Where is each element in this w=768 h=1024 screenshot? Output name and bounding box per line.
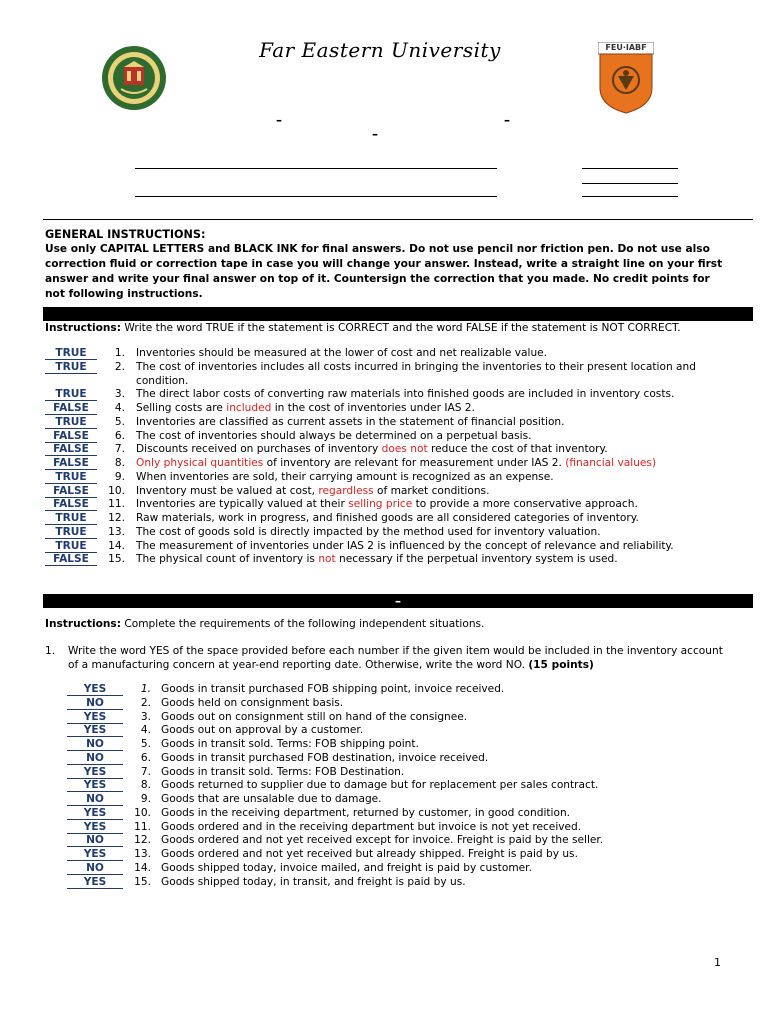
- item-number: 13.: [108, 526, 125, 538]
- answer-field[interactable]: FALSE: [45, 443, 97, 456]
- answer-field[interactable]: NO: [67, 752, 123, 765]
- answer-field[interactable]: TRUE: [45, 512, 97, 525]
- item-number: 5.: [140, 738, 151, 750]
- answer-field[interactable]: YES: [67, 848, 123, 861]
- true-false-item: [45, 512, 745, 526]
- yes-no-item: [67, 683, 727, 697]
- general-instructions-body: Use only CAPITAL LETTERS and BLACK INK for final answers. Do not use pencil nor friction pen. Do not use also correction fluid or correction tape in case you will change your answer. Instead, write a straight line on your first answer and write your final answer on top of it. Countersign the correction that you made. No credit points for not following instructions.: [45, 243, 723, 300]
- answer-field[interactable]: FALSE: [45, 457, 97, 470]
- highlighted-phrase: regardless: [318, 485, 374, 497]
- answer-field[interactable]: NO: [67, 862, 123, 875]
- answer-field[interactable]: YES: [67, 766, 123, 779]
- answer-field[interactable]: YES: [67, 807, 123, 820]
- answer-field[interactable]: TRUE: [45, 416, 97, 429]
- yes-no-item: [67, 876, 727, 890]
- item-number: 6.: [140, 752, 151, 764]
- item-description: Goods shipped today, invoice mailed, and freight is paid by customer.: [161, 862, 532, 874]
- answer-field[interactable]: NO: [67, 834, 123, 847]
- part2-header-text: –: [395, 594, 401, 608]
- requirement-number: 1.: [45, 645, 56, 657]
- score-line[interactable]: [582, 183, 678, 184]
- item-number: 2.: [114, 361, 125, 373]
- item-statement: [136, 498, 726, 512]
- statement-text: The physical count of inventory is: [136, 553, 319, 565]
- answer-field[interactable]: TRUE: [45, 388, 97, 401]
- item-statement: [136, 485, 726, 499]
- item-statement: [136, 388, 726, 402]
- answer-field[interactable]: YES: [67, 821, 123, 834]
- item-statement: [136, 457, 726, 471]
- item-statement: [136, 471, 726, 485]
- statement-text: in the cost of inventories under IAS 2.: [271, 402, 475, 414]
- part2-instructions-text: Complete the requirements of the following independent situations.: [120, 618, 485, 630]
- statement-text: Inventories are typically valued at their: [136, 498, 349, 510]
- item-number: 7.: [114, 443, 125, 455]
- item-number: 7.: [140, 766, 151, 778]
- item-description: Goods ordered and not yet received except for invoice. Freight is paid by the seller.: [161, 834, 604, 846]
- item-number: 15.: [134, 876, 151, 888]
- university-name: Far Eastern University: [259, 38, 501, 62]
- statement-text: The cost of goods sold is directly impacted by the method used for inventory valuation.: [136, 526, 601, 538]
- yes-no-item: [67, 807, 727, 821]
- answer-field[interactable]: YES: [67, 683, 123, 696]
- item-statement: [136, 526, 726, 540]
- statement-text: Inventories are classified as current assets in the statement of financial position.: [136, 416, 565, 428]
- statement-text: of market conditions.: [373, 485, 490, 497]
- answer-field[interactable]: NO: [67, 738, 123, 751]
- part1-instructions-label: Instructions:: [45, 322, 121, 334]
- item-number: 10.: [108, 485, 125, 497]
- requirement-text: [68, 644, 728, 672]
- page-number: 1: [714, 956, 721, 969]
- item-number: 4.: [140, 724, 151, 736]
- item-number: 15.: [108, 553, 125, 565]
- item-description: Goods in transit sold. Terms: FOB shipping point.: [161, 738, 419, 750]
- item-number: 1.: [114, 347, 125, 359]
- answer-field[interactable]: NO: [67, 697, 123, 710]
- true-false-item: [45, 553, 745, 567]
- true-false-item: [45, 443, 745, 457]
- item-statement: [136, 540, 726, 554]
- item-number: 6.: [114, 430, 125, 442]
- answer-field[interactable]: TRUE: [45, 526, 97, 539]
- item-number: 12.: [134, 834, 151, 846]
- requirement-points: (15 points): [528, 659, 594, 671]
- statement-text: Raw materials, work in progress, and finished goods are all considered categories of inventory.: [136, 512, 639, 524]
- title-dash: –: [504, 113, 510, 127]
- part1-instructions: [45, 321, 745, 335]
- statement-text: When inventories are sold, their carrying amount is recognized as an expense.: [136, 471, 554, 483]
- general-instructions: [45, 227, 730, 302]
- item-number: 12.: [108, 512, 125, 524]
- statement-text: reduce the cost of that inventory.: [427, 443, 608, 455]
- statement-text: The cost of inventories includes all costs incurred in bringing the inventories to their present location and condition.: [136, 361, 696, 387]
- highlighted-phrase: does not: [381, 443, 428, 455]
- yes-no-item: [67, 821, 727, 835]
- item-statement: [136, 512, 726, 526]
- true-false-item: [45, 430, 745, 444]
- item-statement: [136, 416, 726, 430]
- highlighted-phrase: selling price: [348, 498, 413, 510]
- item-number: 9.: [140, 793, 151, 805]
- part1-header-bar: [43, 307, 753, 321]
- name-line[interactable]: [135, 168, 497, 169]
- true-false-item: [45, 361, 745, 389]
- item-description: Goods in transit sold. Terms: FOB Destination.: [161, 766, 405, 778]
- true-false-item: [45, 471, 745, 485]
- true-false-item: [45, 416, 745, 430]
- true-false-item: [45, 526, 745, 540]
- yes-no-item: [67, 779, 727, 793]
- statement-text: Selling costs are: [136, 402, 227, 414]
- answer-field[interactable]: NO: [67, 793, 123, 806]
- answer-field[interactable]: TRUE: [45, 471, 97, 484]
- item-number: 1.: [140, 683, 151, 695]
- answer-field[interactable]: FALSE: [45, 485, 97, 498]
- score-line[interactable]: [582, 196, 678, 197]
- answer-field[interactable]: YES: [67, 711, 123, 724]
- highlighted-phrase: (financial values): [565, 457, 657, 469]
- feu-iabf-logo-icon: [598, 42, 654, 114]
- item-number: 8.: [140, 779, 151, 791]
- item-description: Goods out on approval by a customer.: [161, 724, 364, 736]
- item-number: 5.: [114, 416, 125, 428]
- item-number: 4.: [114, 402, 125, 414]
- yes-no-item: [67, 752, 727, 766]
- item-number: 14.: [134, 862, 151, 874]
- item-statement: [136, 443, 726, 457]
- item-number: 14.: [108, 540, 125, 552]
- statement-text: The cost of inventories should always be determined on a perpetual basis.: [136, 430, 532, 442]
- answer-field[interactable]: FALSE: [45, 498, 97, 511]
- statement-text: The measurement of inventories under IAS 2 is influenced by the concept of relevance and reliability.: [136, 540, 674, 552]
- answer-field[interactable]: YES: [67, 724, 123, 737]
- item-number: 11.: [134, 821, 151, 833]
- requirement-body: Write the word YES of the space provided before each number if the given item would be included in the inventory account of a manufacturing concern at year-end reporting date. Otherwise, write the word NO.: [68, 645, 723, 671]
- feu-iabf-logo-text: FEU·IABF: [605, 43, 647, 52]
- item-description: Goods in transit purchased FOB shipping point, invoice received.: [161, 683, 505, 695]
- item-number: 3.: [114, 388, 125, 400]
- answer-field[interactable]: TRUE: [45, 361, 97, 374]
- part2-instructions: [45, 617, 745, 631]
- answer-field[interactable]: YES: [67, 779, 123, 792]
- true-false-item: [45, 485, 745, 499]
- yes-no-item: [67, 834, 727, 848]
- part1-instructions-text: Write the word TRUE if the statement is CORRECT and the word FALSE if the statement is NOT CORRECT.: [120, 322, 681, 334]
- section-line[interactable]: [135, 196, 497, 197]
- answer-field[interactable]: TRUE: [45, 540, 97, 553]
- true-false-item: [45, 498, 745, 512]
- highlighted-phrase: not: [318, 553, 336, 565]
- statement-text: to provide a more conservative approach.: [412, 498, 638, 510]
- item-statement: [136, 553, 726, 567]
- yes-no-item: [67, 738, 727, 752]
- highlighted-phrase: Only physical quantities: [136, 457, 264, 469]
- item-number: 8.: [114, 457, 125, 469]
- item-description: Goods ordered and in the receiving department but invoice is not yet received.: [161, 821, 582, 833]
- item-description: Goods ordered and not yet received but already shipped. Freight is paid by us.: [161, 848, 578, 860]
- yes-no-item: [67, 697, 727, 711]
- item-description: Goods shipped today, in transit, and freight is paid by us.: [161, 876, 466, 888]
- statement-text: Inventories should be measured at the lower of cost and net realizable value.: [136, 347, 548, 359]
- item-statement: [136, 430, 726, 444]
- yes-no-item: [67, 711, 727, 725]
- yes-no-item: [67, 724, 727, 738]
- true-false-item: [45, 540, 745, 554]
- item-statement: [136, 402, 726, 416]
- true-false-item: [45, 347, 745, 361]
- item-number: 13.: [134, 848, 151, 860]
- item-description: Goods out on consignment still on hand of the consignee.: [161, 711, 468, 723]
- item-description: Goods returned to supplier due to damage but for replacement per sales contract.: [161, 779, 599, 791]
- item-description: Goods in transit purchased FOB destination, invoice received.: [161, 752, 489, 764]
- item-number: 9.: [114, 471, 125, 483]
- header-divider: [43, 219, 753, 220]
- item-description: Goods held on consignment basis.: [161, 697, 344, 709]
- answer-field[interactable]: FALSE: [45, 553, 97, 566]
- yes-no-item: [67, 766, 727, 780]
- date-line[interactable]: [582, 168, 678, 169]
- item-number: 11.: [108, 498, 125, 510]
- answer-field[interactable]: TRUE: [45, 347, 97, 360]
- university-seal-icon: [101, 45, 167, 111]
- item-description: Goods that are unsalable due to damage.: [161, 793, 382, 805]
- item-number: 3.: [140, 711, 151, 723]
- true-false-item: [45, 402, 745, 416]
- statement-text: Discounts received on purchases of inventory: [136, 443, 382, 455]
- highlighted-phrase: included: [226, 402, 272, 414]
- statement-text: The direct labor costs of converting raw materials into finished goods are included in inventory costs.: [136, 388, 675, 400]
- item-statement: [136, 347, 726, 361]
- statement-text: Inventory must be valued at cost,: [136, 485, 319, 497]
- general-instructions-heading: GENERAL INSTRUCTIONS:: [45, 228, 206, 241]
- title-dash: –: [276, 113, 282, 127]
- true-false-item: [45, 457, 745, 471]
- part2-instructions-label: Instructions:: [45, 618, 121, 630]
- item-description: Goods in the receiving department, returned by customer, in good condition.: [161, 807, 571, 819]
- answer-field[interactable]: FALSE: [45, 402, 97, 415]
- part2-header-bar: [43, 594, 753, 608]
- yes-no-item: [67, 848, 727, 862]
- item-number: 10.: [134, 807, 151, 819]
- yes-no-item: [67, 793, 727, 807]
- statement-text: necessary if the perpetual inventory system is used.: [335, 553, 618, 565]
- feu-iabf-logo: [598, 42, 654, 114]
- title-dash: –: [372, 127, 378, 141]
- true-false-item: [45, 388, 745, 402]
- yes-no-item: [67, 862, 727, 876]
- answer-field[interactable]: FALSE: [45, 430, 97, 443]
- answer-field[interactable]: YES: [67, 876, 123, 889]
- item-number: 2.: [140, 697, 151, 709]
- item-statement: [136, 361, 726, 388]
- statement-text: of inventory are relevant for measurement under IAS 2.: [263, 457, 566, 469]
